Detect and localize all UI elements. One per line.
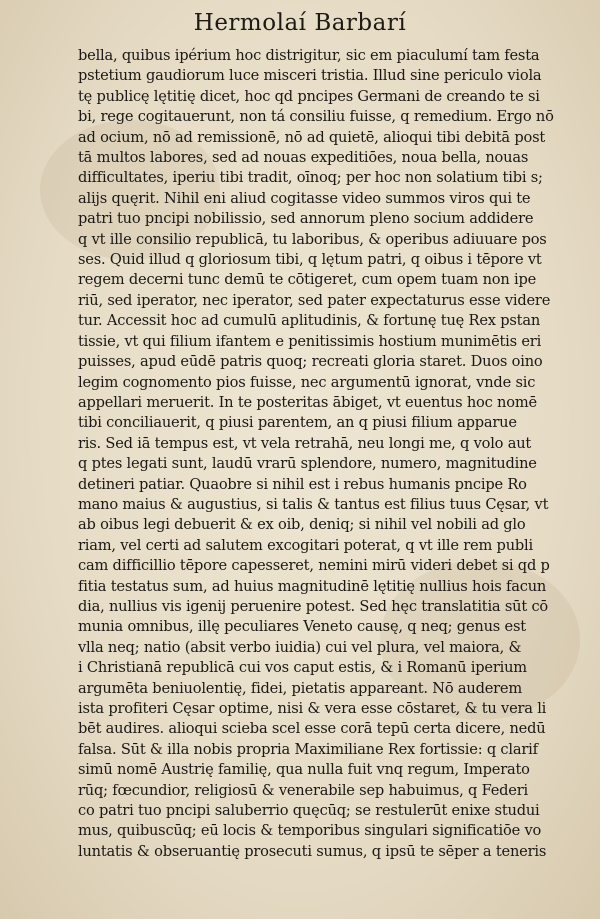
text-line: vlla neq; natio (absit verbo iuidia) cui vel plura, vel maiora, &: [78, 638, 522, 656]
text-line: mus, quibuscūq; eū locis & temporibus singulari significatiōe vo: [78, 822, 542, 840]
text-line: riam, vel certi ad salutem excogitari poterat, q vt ille rem publi: [78, 536, 533, 554]
text-line: tibi conciliauerit, q piusi parentem, an q piusi filium apparue: [78, 414, 517, 432]
text-line: cam difficillio tēpore capesseret, nemini mirū videri debet si qd p: [78, 557, 550, 575]
text-line: ses. Quid illud q gloriosum tibi, q lętum patri, q oibus i tēpore vt: [78, 251, 542, 269]
text-line: appellari meruerit. In te posteritas ābiget, vt euentus hoc nomē: [78, 393, 537, 411]
text-line: i Christianā republicā cui vos caput estis, & i Romanū iperium: [78, 659, 527, 677]
text-line: pstetium gaudiorum luce misceri tristia. Illud sine periculo viola: [78, 67, 542, 85]
text-line: difficultates, iperiu tibi tradit, oīnoq; per hoc non solatium tibi s;: [78, 169, 543, 187]
text-line: ab oibus legi debuerit & ex oib, deniq; si nihil vel nobili ad glo: [78, 516, 526, 534]
text-line: munia omnibus, illę peculiares Veneto causę, q neq; genus est: [78, 618, 526, 636]
text-line: riū, sed iperator, nec iperator, sed pater expectaturus esse videre: [78, 291, 551, 309]
text-line: patri tuo pncipi nobilissio, sed annorum pleno socium addidere: [78, 210, 534, 228]
text-line: bi, rege cogitauerunt, non tá consiliu fuisse, q remedium. Ergo nō: [78, 108, 554, 126]
text-line: q vt ille consilio republicā, tu laboribus, & operibus adiuuare pos: [78, 230, 547, 248]
text-line: tur. Accessit hoc ad cumulū aplitudinis, & fortunę tuę Rex pstan: [78, 312, 541, 330]
text-line: tę publicę lętitię dicet, hoc qd pncipes Germani de creando te si: [78, 87, 540, 105]
text-line: regem decerni tunc demū te cōtigeret, cum opem tuam non ipe: [78, 271, 537, 289]
text-line: argumēta beniuolentię, fidei, pietatis appareant. Nō auderem: [78, 679, 523, 697]
text-line: alijs quęrit. Nihil eni aliud cogitasse video summos viros qui te: [78, 189, 531, 207]
running-header: Hermolaí Barbarí: [193, 10, 407, 36]
text-line: co patri tuo pncipi saluberrio quęcūq; se restulerūt enixe studui: [78, 802, 540, 820]
text-line: q ptes legati sunt, laudū vrarū splendore, numero, magnitudine: [78, 455, 537, 473]
text-line: detineri patiar. Quaobre si nihil est i rebus humanis pncipe Ro: [78, 475, 527, 493]
text-line: ad ocium, nō ad remissionē, nō ad quietē, alioqui tibi debitā post: [78, 128, 546, 146]
body-text: [78, 46, 566, 862]
text-line: luntatis & obseruantię prosecuti sumus, q ipsū te sēper a teneris: [78, 842, 547, 860]
text-line: falsa. Sūt & illa nobis propria Maximiliane Rex fortissie: q clarif: [78, 740, 538, 758]
text-line: ista profiteri Cęsar optime, nisi & vera esse cōstaret, & tu vera li: [78, 700, 547, 717]
text-line: ris. Sed iā tempus est, vt vela retrahā, neu longi me, q volo aut: [78, 434, 532, 452]
text-line: tā multos labores, sed ad nouas expeditiōes, noua bella, nouas: [78, 149, 529, 167]
text-line: rūq; fœcundior, religiosū & venerabile sep habuimus, q Federi: [78, 781, 528, 799]
text-line: tissie, vt qui filium ifantem e penitissimis hostium munimētis eri: [78, 332, 542, 350]
text-line: simū nomē Austrię familię, qua nulla fuit vnq regum, Imperato: [78, 761, 530, 779]
text-line: legim cognomento pios fuisse, nec argumentū ignorat, vnde sic: [78, 373, 536, 391]
text-line: mano maius & augustius, si talis & tantus est filius tuus Cęsar, vt: [78, 495, 549, 513]
text-line: bēt audires. alioqui scieba scel esse corā tepū certa dicere, nedū: [78, 720, 546, 738]
text-line: bella, quibus ipérium hoc distrigitur, sic em piaculumí tam festa: [78, 47, 540, 64]
text-line: dia, nullius vis igenij peruenire potest. Sed hęc translatitia sūt cō: [78, 597, 549, 615]
text-line: fitia testatus sum, ad huius magnitudinē lętitię nullius hois facun: [78, 577, 547, 595]
text-line: puisses, apud eūdē patris quoq; recreati gloria staret. Duos oino: [78, 353, 543, 371]
